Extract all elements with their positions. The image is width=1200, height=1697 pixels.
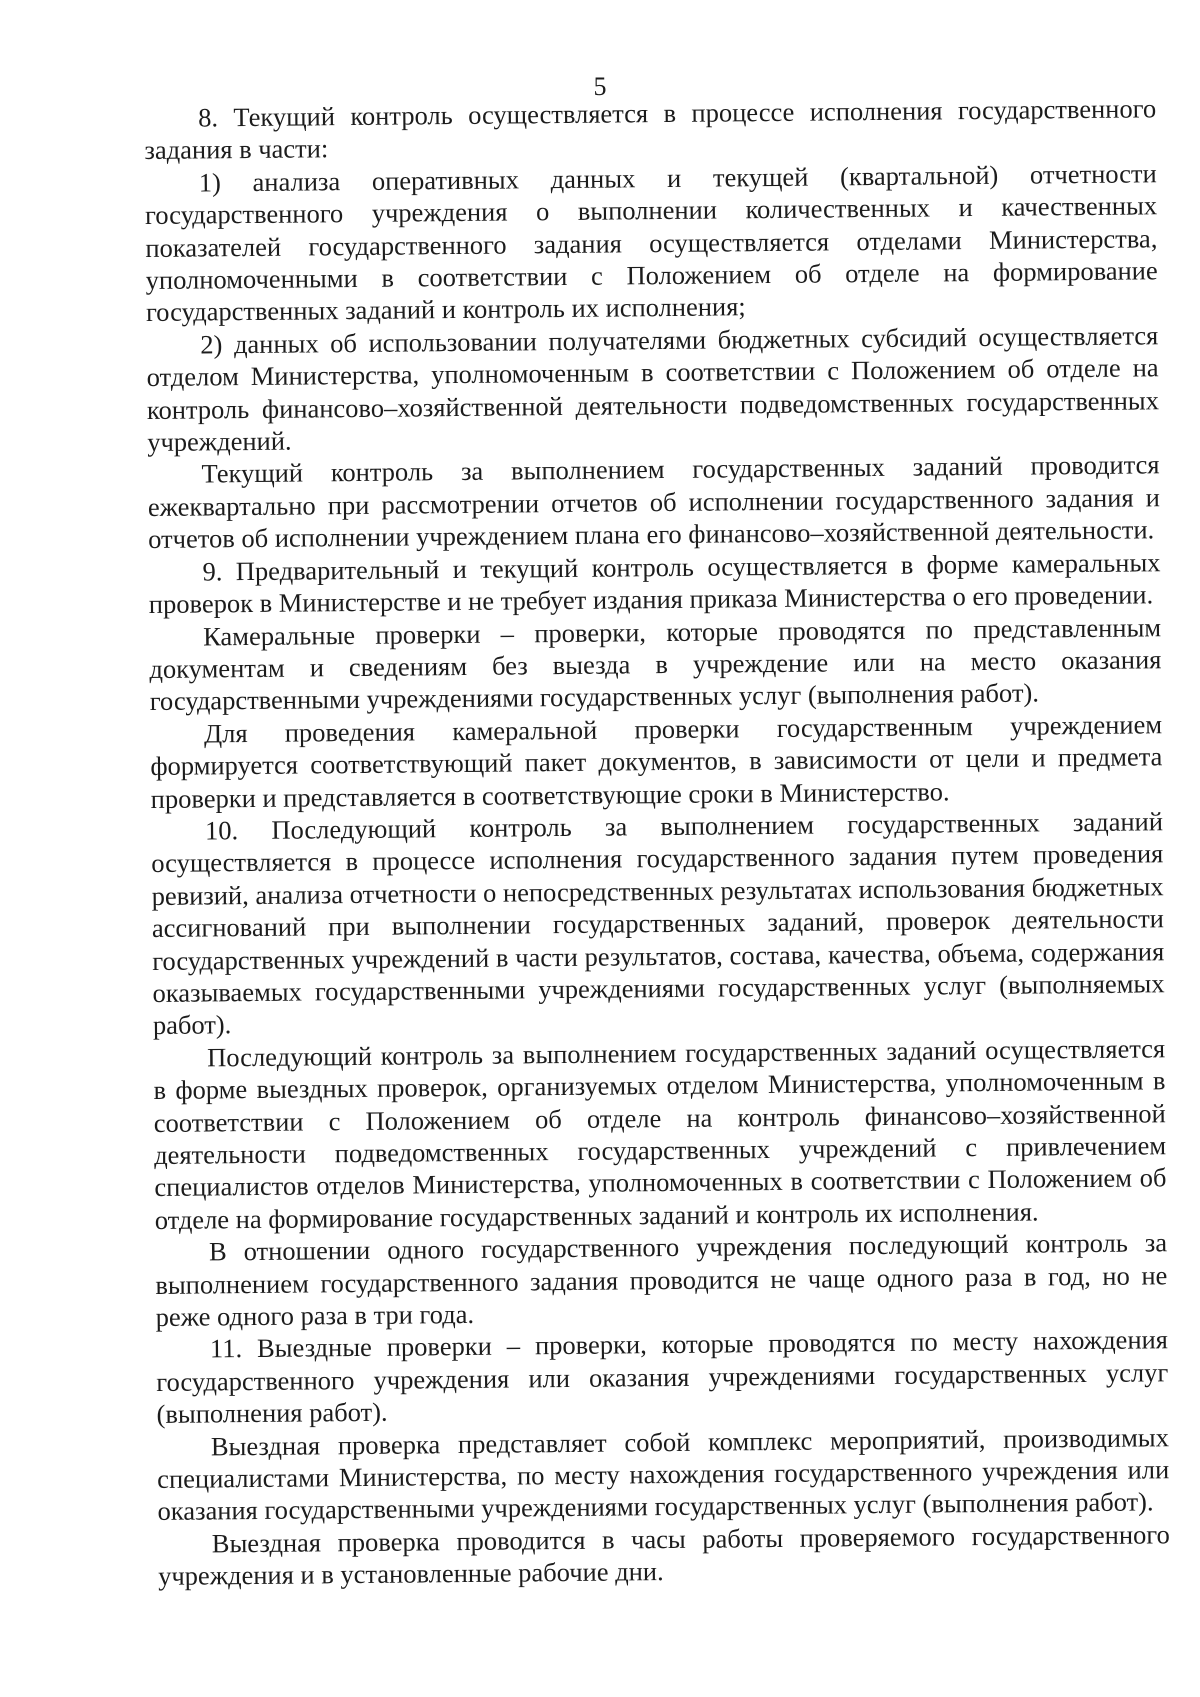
- paragraph-10: 10. Последующий контроль за выполнением государственных заданий осуществляется в процессе исполнения государственного задания путем проведения ревизий, анализа отчетности о непосредственных результатах использования бюджетных ассигнований при выполнении государственных заданий, проверок деятельности государственных учреждений в части результатов, состава, качества, объема, содержания оказываемых государственными учреждениями государственных услуг (выполняемых работ).: [151, 806, 1165, 1041]
- paragraph-8-item-2: 2) данных об использовании получателями бюджетных субсидий осуществляется отделом Министерства, уполномоченным в соответствии с Положением об отделе на контроль финансово–хозяйственной деятельности подведомственных государственных учреждений.: [146, 320, 1160, 458]
- paragraph-11: 11. Выездные проверки – проверки, которые проводятся по месту нахождения государственного учреждения или оказания учреждениями государственных услуг (выполнения работ).: [156, 1324, 1169, 1430]
- paragraph-subsequent-control: Последующий контроль за выполнением государственных заданий осуществляется в форме выездных проверок, организуемых отделом Министерства, уполномоченным в соответствии с Положением об отделе на контроль финансово–хозяйственной деятельности подведомственных государственных учреждений с привлечением специалистов отделов Министерства, уполномоченных в соответствии с Положением об отделе на формирование государственных заданий и контроль их исполнения.: [153, 1033, 1167, 1235]
- page-number: 5: [593, 72, 607, 101]
- paragraph-8-intro: 8. Текущий контроль осуществляется в процессе исполнения государственного задания в части:: [144, 93, 1157, 166]
- paragraph-field-audit-definition: Выездная проверка представляет собой комплекс мероприятий, производимых специалистами Министерства, по месту нахождения государственного учреждения или оказания государственными учреждениями государственных услуг (выполнения работ).: [157, 1421, 1170, 1527]
- paragraph-9: 9. Предварительный и текущий контроль осуществляется в форме камеральных проверок в Министерстве и не требует издания приказа Министерства о его проведении.: [148, 546, 1161, 620]
- document-body: [144, 92, 1170, 1592]
- paragraph-desk-audits: Камеральные проверки – проверки, которые проводятся по представленным документам и сведениям без выезда в учреждение или на место оказания государственными учреждениями государственных услуг (выполнения работ).: [149, 611, 1162, 717]
- paragraph-desk-audit-documents: Для проведения камеральной проверки государственным учреждением формируется соответствующий пакет документов, в зависимости от цели и предмета проверки и представляется в соответствующие сроки в Министерство.: [150, 708, 1163, 814]
- paragraph-field-audit-hours: Выездная проверка проводится в часы работы проверяемого государственного учреждения и в установленные рабочие дни.: [158, 1519, 1170, 1592]
- paragraph-current-control: Текущий контроль за выполнением государственных заданий проводится ежеквартально при рассмотрении отчетов об исполнении государственного задания и отчетов об исполнении учреждением плана его финансово–хозяйственной деятельности.: [147, 449, 1160, 555]
- paragraph-8-item-1: 1) анализа оперативных данных и текущей (квартальной) отчетности государственного учреждения о выполнении количественных и качественных показателей государственного задания осуществляется отделами Министерства, уполномоченными в соответствии с Положением об отделе на формирование государственных заданий и контроль их исполнения;: [144, 158, 1158, 328]
- paragraph-control-frequency: В отношении одного государственного учреждения последующий контроль за выполнением государственного задания проводится не чаще одного раза в год, но не реже одного раза в три года.: [155, 1227, 1168, 1332]
